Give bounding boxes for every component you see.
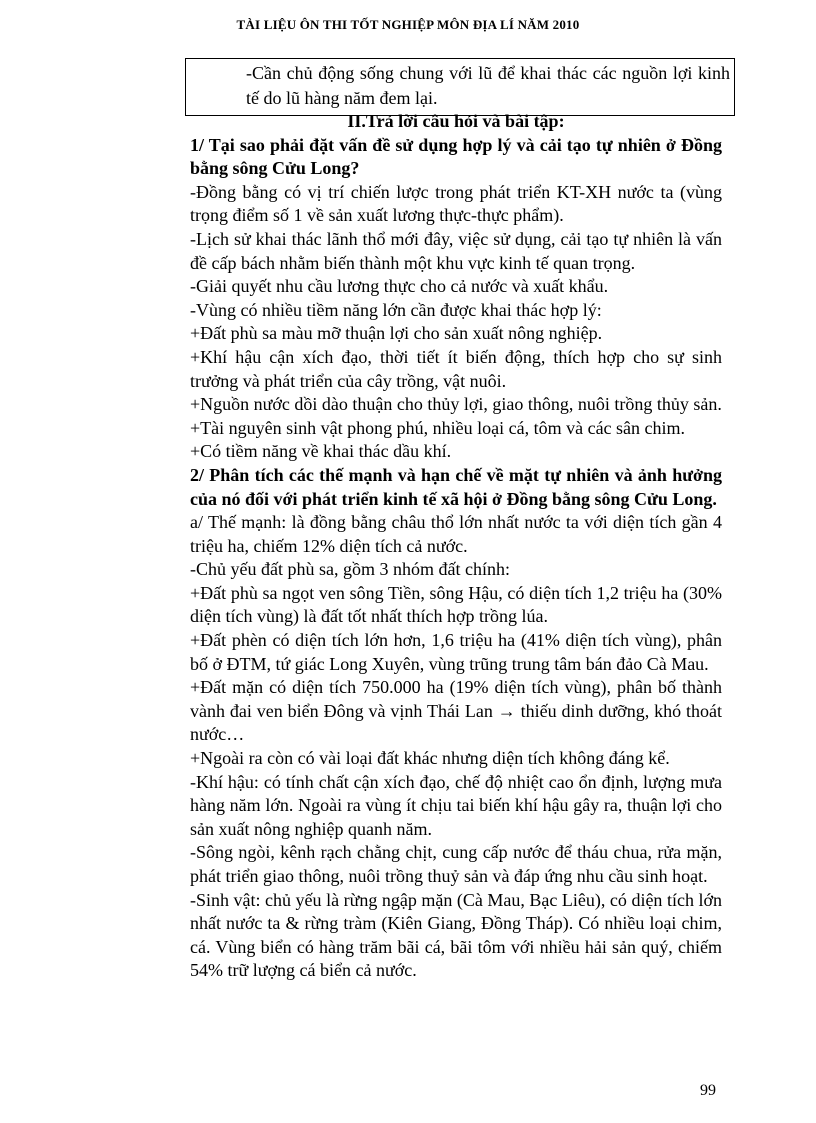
paragraph: +Tài nguyên sinh vật phong phú, nhiều loại cá, tôm và các sân chim. xyxy=(190,417,686,438)
paragraph: +Khí hậu cận xích đạo, thời tiết ít biến động, thích hợp cho sự sinh trưởng và phát triển của cây trồng, vật nuôi. xyxy=(190,346,722,391)
paragraph: -Lịch sử khai thác lãnh thổ mới đây, việc sử dụng, cải tạo tự nhiên là vấn đề cấp bách nhằm biến thành một khu vực kinh tế quan trọng. xyxy=(190,228,722,273)
paragraph: -Giải quyết nhu cầu lương thực cho cả nước và xuất khẩu. xyxy=(190,276,609,297)
page-header: TÀI LIỆU ÔN THI TỐT NGHIỆP MÔN ĐỊA LÍ NĂM 2010 xyxy=(236,17,580,32)
paragraph: -Vùng có nhiều tiềm năng lớn cần được khai thác hợp lý: xyxy=(190,299,602,320)
paragraph: -Chủ yếu đất phù sa, gồm 3 nhóm đất chính: xyxy=(190,559,510,580)
paragraph: -Đồng bằng có vị trí chiến lược trong phát triển KT-XH nước ta (vùng trọng điểm số 1 về sản xuất lương thực-thực phẩm). xyxy=(190,181,722,226)
paragraph: -Sông ngòi, kênh rạch chằng chịt, cung cấp nước để tháu chua, rửa mặn, phát triển giao thông, nuôi trồng thuỷ sản và đáp ứng nhu cầu sinh hoạt. xyxy=(190,842,722,886)
paragraph: -Sinh vật: chủ yếu là rừng ngập mặn (Cà Mau, Bạc Liêu), có diện tích lớn nhất nước ta & rừng tràm (Kiên Giang, Đồng Tháp). Có nhiều loại chim, cá. Vùng biển có hàng trăm bãi cá, bãi tôm với nhiều hải sản quý, chiếm 54% trữ lượng cá biển cả nước. xyxy=(190,889,722,981)
page-number: 99 xyxy=(700,1082,716,1099)
question-1-title: 1/ Tại sao phải đặt vấn đề sử dụng hợp lý và cải tạo tự nhiên ở Đồng bằng sông Cửu Long? xyxy=(190,134,722,179)
main-content xyxy=(190,110,722,983)
paragraph: +Đất mặn có diện tích 750.000 ha (19% diện tích vùng), phân bố thành vành đai ven biển Đông và vịnh Thái Lan → thiếu dinh dưỡng, khó thoát nước… xyxy=(190,677,722,745)
paragraph: +Nguồn nước dồi dào thuận cho thủy lợi, giao thông, nuôi trồng thủy sản. xyxy=(190,394,722,415)
paragraph: +Đất phù sa ngọt ven sông Tiền, sông Hậu, có diện tích 1,2 triệu ha (30% diện tích vùng) là đất tốt nhất thích hợp trồng lúa. xyxy=(190,582,722,627)
paragraph: +Có tiềm năng về khai thác dầu khí. xyxy=(190,441,452,462)
paragraph: +Ngoài ra còn có vài loại đất khác nhưng diện tích không đáng kể. xyxy=(190,748,670,769)
section-title: II.Trả lời câu hỏi và bài tập: xyxy=(347,111,565,131)
boxed-note-text: -Cần chủ động sống chung với lũ để khai thác các nguồn lợi kinh tế do lũ hàng năm đem lại. xyxy=(246,63,730,108)
paragraph: +Đất phèn có diện tích lớn hơn, 1,6 triệu ha (41% diện tích vùng), phân bố ở ĐTM, tứ giác Long Xuyên, vùng trũng trung tâm bán đảo Cà Mau. xyxy=(190,630,722,674)
paragraph: -Khí hậu: có tính chất cận xích đạo, chế độ nhiệt cao ổn định, lượng mưa hàng năm lớn. Ngoài ra vùng ít chịu tai biến khí hậu gây ra, thuận lợi cho sản xuất nông nghiệp quanh năm. xyxy=(190,771,722,839)
boxed-note xyxy=(185,58,735,116)
paragraph: a/ Thế mạnh: là đồng bằng châu thổ lớn nhất nước ta với diện tích gần 4 triệu ha, chiếm 12% diện tích cả nước. xyxy=(190,512,722,556)
question-2-title: 2/ Phân tích các thế mạnh và hạn chế về mặt tự nhiên và ảnh hưởng của nó đối với phát triển kinh tế xã hội ở Đồng bằng sông Cửu Long. xyxy=(190,464,722,509)
paragraph: +Đất phù sa màu mỡ thuận lợi cho sản xuất nông nghiệp. xyxy=(190,323,603,344)
